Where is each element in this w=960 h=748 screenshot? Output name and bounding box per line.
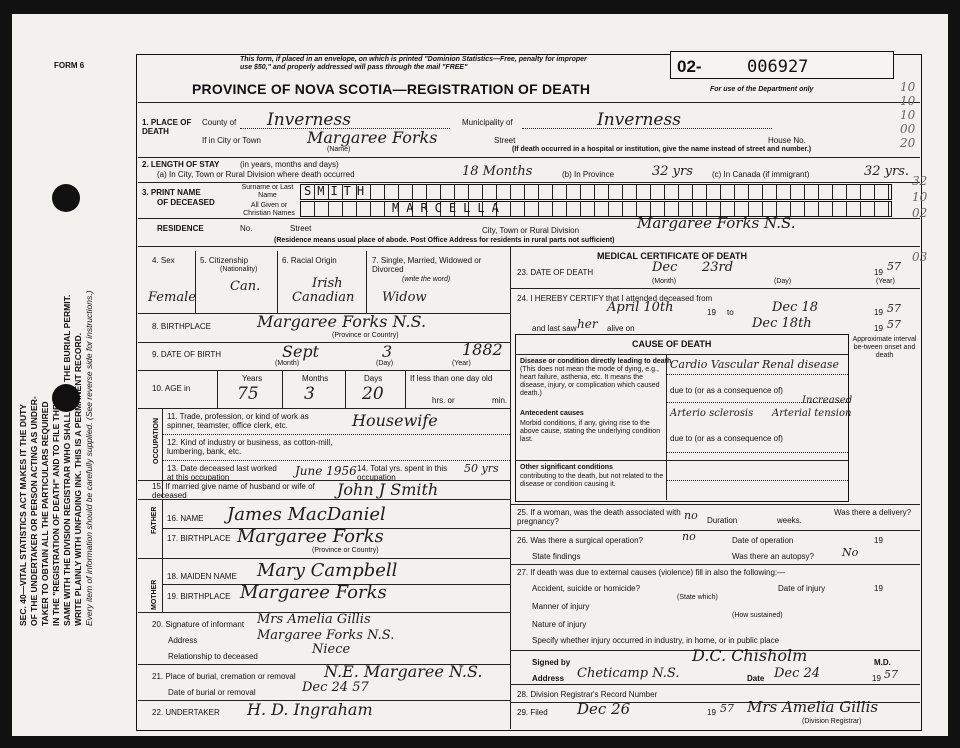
value-signed-by: D.C. Chisholm bbox=[692, 646, 808, 665]
side-instructions: SEC. 40—VITAL STATISTICS ACT MAKES IT THE DUTY OF THE UNDERTAKER OR PERSON ACTING AS UNDER- TAKER TO OBTAIN ALL THE PARTICULARS REQUIRED IN THE "REGISTRATION OF DEATH" AND TO FILE THE SAME WITH THE DIVISION REGISTRAR WHO SHALL ISSUE THE BURIAL PERMIT. WRITE PLAINLY WITH UNFADING INK. THIS IS A PERMANENT RECORD. Every item of information should be carefully supplied. (See reverse side for instructions.) bbox=[18, 290, 94, 626]
value-undertaker: H. D. Ingraham bbox=[247, 700, 373, 719]
value-stay-canada: 32 yrs. bbox=[864, 164, 910, 179]
form-id: FORM 6 bbox=[54, 61, 85, 70]
dept-note: For use of the Department only bbox=[710, 86, 814, 93]
value-relationship: Niece bbox=[312, 642, 351, 657]
label-municipality: Municipality of bbox=[462, 118, 513, 127]
label-county: County of bbox=[202, 118, 237, 127]
value-last-worked: June 1956 bbox=[295, 464, 357, 478]
value-mother-birthplace: Margaree Forks bbox=[240, 582, 387, 603]
value-death-month: Dec bbox=[652, 260, 678, 275]
value-burial-place: N.E. Margaree N.S. bbox=[324, 662, 483, 681]
value-stay-province: 32 yrs bbox=[652, 164, 693, 179]
value-trade: Housewife bbox=[352, 411, 438, 430]
label-city-town: If in City or Town bbox=[202, 136, 261, 145]
margin-note: 10 bbox=[900, 80, 916, 94]
value-death-year: 57 bbox=[887, 260, 901, 273]
label-place-of-death: 1. PLACE OF DEATH bbox=[142, 118, 192, 136]
value-dob-year: 1882 bbox=[462, 340, 503, 359]
value-father-name: James MacDaniel bbox=[227, 504, 386, 525]
value-burial-date: Dec 24 57 bbox=[302, 680, 369, 695]
value-municipality: Inverness bbox=[597, 110, 681, 130]
form-title: PROVINCE OF NOVA SCOTIA—REGISTRATION OF DEATH bbox=[192, 81, 591, 97]
value-pregnancy: no bbox=[684, 509, 698, 522]
value-dob-day: 3 bbox=[382, 342, 393, 361]
value-filed-date: Dec 26 bbox=[577, 700, 631, 718]
value-physician-address: Cheticamp N.S. bbox=[577, 666, 680, 681]
value-informant: Mrs Amelia Gillis bbox=[257, 612, 371, 627]
value-cause-direct: Cardio Vascular Renal disease bbox=[670, 358, 840, 371]
value-autopsy: No bbox=[842, 546, 859, 559]
value-age-months: 3 bbox=[304, 384, 315, 404]
given-name-boxes bbox=[300, 201, 892, 217]
value-sex: Female bbox=[148, 290, 196, 305]
value-death-day: 23rd bbox=[702, 260, 734, 275]
value-surname: SMITH bbox=[304, 184, 371, 198]
value-registrar: Mrs Amelia Gillis bbox=[747, 698, 879, 716]
value-total-yrs: 50 yrs bbox=[464, 462, 499, 475]
hospital-note: (If death occurred in a hospital or institution, give the name instead of street and number.) bbox=[512, 146, 812, 153]
value-city-town: Margaree Forks bbox=[307, 128, 438, 147]
value-father-birthplace: Margaree Forks bbox=[237, 526, 384, 547]
value-citizenship: Can. bbox=[230, 279, 261, 294]
reg-prefix: 02- bbox=[677, 57, 702, 76]
value-dob-month: Sept bbox=[282, 342, 320, 361]
value-informant-address: Margaree Forks N.S. bbox=[257, 628, 395, 643]
punch-hole-top bbox=[52, 184, 80, 212]
value-residence: Margaree Forks N.S. bbox=[637, 214, 796, 232]
value-age-years: 75 bbox=[237, 384, 259, 404]
value-county: Inverness bbox=[267, 110, 351, 130]
value-attended-to: Dec 18 bbox=[772, 300, 819, 315]
mail-note: This form, if placed in an envelope, on which is printed "Dominion Statistics—Free, penalty for improper use $50," and properly addressed will pass through the mail "FREE" bbox=[240, 56, 587, 71]
surname-boxes bbox=[300, 184, 892, 200]
value-cause-antecedent: Arterio sclerosis bbox=[670, 408, 754, 419]
value-attended-from: April 10th bbox=[607, 300, 674, 315]
value-birthplace: Margaree Forks N.S. bbox=[257, 312, 427, 331]
value-last-saw: Dec 18th bbox=[752, 316, 812, 331]
value-marital: Widow bbox=[382, 290, 427, 305]
value-sign-date: Dec 24 bbox=[774, 666, 821, 681]
value-operation: no bbox=[682, 530, 696, 543]
label-length-of-stay: 2. LENGTH OF STAY bbox=[142, 160, 220, 169]
value-spouse: John J Smith bbox=[337, 480, 439, 499]
value-racial: Irish bbox=[312, 276, 343, 291]
value-mother-maiden: Mary Campbell bbox=[257, 560, 398, 581]
medical-certificate-heading: MEDICAL CERTIFICATE OF DEATH bbox=[597, 251, 747, 261]
value-given-names: MARCELLA bbox=[392, 201, 506, 215]
value-age-days: 20 bbox=[362, 384, 384, 404]
reg-number: 006927 bbox=[747, 57, 809, 77]
death-registration-form: SEC. 40—VITAL STATISTICS ACT MAKES IT THE DUTY OF THE UNDERTAKER OR PERSON ACTING AS UNDER- TAKER TO OBTAIN ALL THE PARTICULARS REQUIRED IN THE "REGISTRATION OF DEATH" AND TO FILE THE SAME WITH THE DIVISION REGISTRAR WHO SHALL ISSUE THE BURIAL PERMIT. WRITE PLAINLY WITH UNFADING INK. THIS IS A PERMANENT RECORD. Every item of information should be carefully supplied. (See reverse side for instructions.) FORM 6 This form, if placed in an envelope, on which is printed "Dominion Statistics—Free, penalty for improper use $50," and properly addressed will pass through the mail "FREE" 02- 006927 PROVINCE OF NOVA SCOTIA—REGISTRATION OF DEATH For use of the Department only 1. PLACE OF DEATH County of Inverness Municipality of Inverness If in City or Town Margaree Forks (Name) Street House No. (If death occurred in a hospital or institution, give the name instead of street and number.) 2. LENGTH OF STAY (in years, months and days) (a) In City, Town or Rural Division where death occurred 18 Months (b) In Province 32 yrs (c) In Canada (if immigrant) 32 yrs. 3. PRINT NAME OF DECEASED Surname or Last Name All Given or Christian Names SMITH MARCELLA RESIDENCE No. Street City, Town or Rural Division Margaree Forks N.S. (Residence means usual place of abode. Post Office Address for residents in rural parts not sufficient) 4. Sex 5. Citizenship (Nationality) 6. Racial Origin 7. Single, Married, Widowed or Divorced (write the word) Female Can. Irish Canadian Widow 8. BIRTHPLACE Margaree Forks N.S. (Province or Country) 9. DATE OF BIRTH Sept 3 1882 (Month) (Day) (Year) 10. AGE in Years Months Days 75 3 20 If less than one day old hrs. or min. OCCUPATION 11. Trade, profession, or kind of work as spinner, teamster, office clerk, etc. Housewife 12. Kind of industry or business, as cotton-mill, lumbering, bank, etc. 13. Date deceased last worked at this occupation June 1956 14. Total yrs. spent in this occupation 50 yrs 15. If married give name of husband or wife of deceased John J Smith FATHER 16. NAME James MacDaniel 17. BIRTHPLACE Margaree Forks (Province or Country) MOTHER 18. MAIDEN NAME Mary Campbell 19. BIRTHPLACE Margaree Forks 20. Signature of informant Mrs Amelia Gillis Address Margaree Forks N.S. Relationship to deceased Niece 21. Place of burial, cremation or removal N.E. Margaree N.S. Date of burial or removal Dec 24 57 22. UNDERTAKER H. D. Ingraham MEDICAL CERTIFICATE OF DEATH 23. DATE OF DEATH Dec 23rd 19 57 (Month) (Day) (Year) 24. I HEREBY CERTIFY that I attended deceased from April 10th 19 to Dec 18 19 57 and last saw her alive on Dec 18th 19 57 CAUSE OF DEATH Approximate interval be-tween onset and death Disease or condition directly leading to death (This does not mean the mode of dying, e.g., heart failure, asthenia, etc. It means the disease, injury, or complication which caused death.) Cardio Vascular Renal disease due to (or as a consequence of) Increased Antecedent causes Morbid conditions, if any, giving rise to the above cause, stating the underlying condition last. Arterio sclerosis Arterial tension due to (or as a consequence of) Other significant conditions contributing to the death, but not related to the disease or condition causing it. 25. If a woman, was the death associated with pregnancy? no Duration weeks. Was there a delivery? 26. Was there a surgical operation? no Date of operation 19 State findings Was there an autopsy? No 27. If death was due to external causes (violence) fill in also the following:— Accident, suicide or homicide? Date of injury 19 (State which) Manner of injury (How sustained) Nature of injury Specify whether injury occurred in industry, in home, or in public place Signed by D.C. Chisholm M.D. Address Cheticamp N.S. Date Dec 24 19 57 28. Division Registrar's Record Number 29. Filed Dec 26 19 57 Mrs Amelia Gillis (Division Registrar) 10 10 10 00 20 32 10 02 03 bbox=[12, 14, 948, 736]
value-stay-city: 18 Months bbox=[462, 164, 533, 179]
